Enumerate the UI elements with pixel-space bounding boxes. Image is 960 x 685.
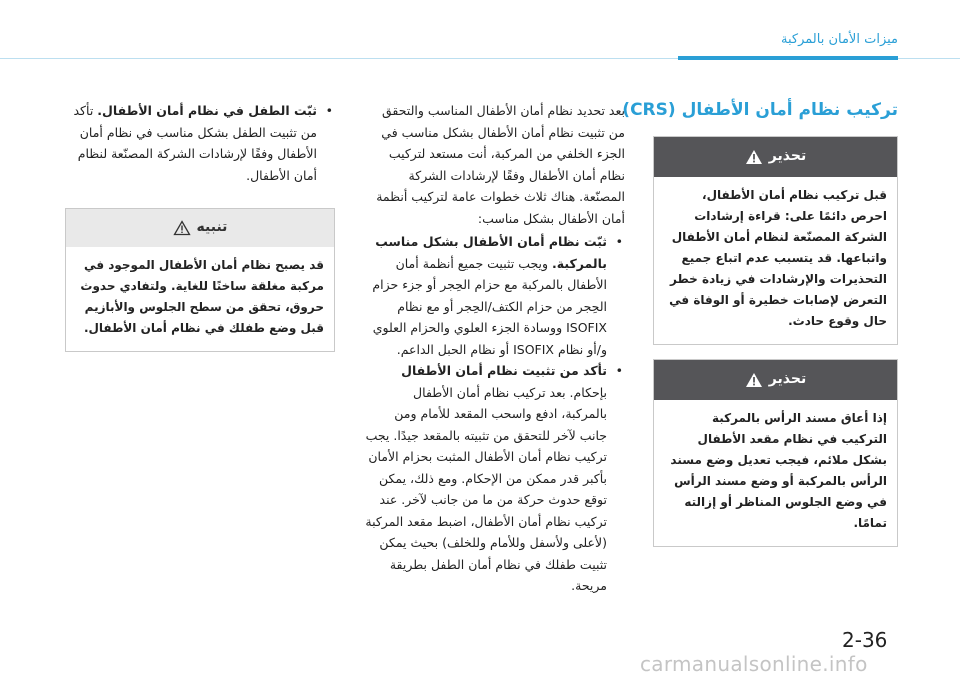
caution-text: قد يصبح نظام أمان الأطفال الموجود في مركبة مغلقة ساخنًا للغاية. ولتفادي حدوث حروق، تحقق من سطح الجلوس والأبازيم قبل وضع طفلك في نظام أمان الأطفال. xyxy=(80,258,324,335)
header-accent-bar xyxy=(678,56,898,60)
bullet-secure-child xyxy=(65,100,335,186)
page-header xyxy=(0,0,960,64)
left-column xyxy=(65,100,335,352)
bullet-lead: ثبّت الطفل في نظام أمان الأطفال. xyxy=(97,103,317,118)
caution-header xyxy=(66,209,334,247)
bullet-text: بإحكام. بعد تركيب نظام أمان الأطفال بالمركبة، ادفع واسحب المقعد للأمام ومن جانب لآخر للتحقق من تثبيته بالمقعد جيدًا. يجب تركيب نظام أمان الأطفال المثبت بحزام الأمان بأكبر قدر ممكن من الإحكام. ومع ذلك، يمكن توقع حدوث حركة من ما من جانب لآخر. عند تركيب نظام أمان الأطفال، اضبط مقعد المركبة (لأعلى ولأسفل وللأمام وللخلف) بحيث يمكن تثبيت طفلك في نظام أمان الطفل بطريقة مريحة. xyxy=(365,384,607,593)
warning-triangle-icon xyxy=(745,149,763,165)
caution-label: تنبيه xyxy=(196,219,228,236)
warning-text: إذا أعاق مسند الرأس بالمركبة التركيب في نظام مقعد الأطفال بشكل ملائم، فيجب تعديل وضع مسند الرأس بالمركبة أو وضع مسند الرأس في وضع الجلوس المناظر أو إزالته تمامًا. xyxy=(670,410,887,530)
warning-header xyxy=(654,137,897,177)
section-title: تركيب نظام أمان الأطفال (CRS) xyxy=(622,100,898,120)
middle-column xyxy=(365,100,625,597)
warning-triangle-icon xyxy=(745,372,763,388)
bullet-lead: ثبّت نظام أمان الأطفال بشكل مناسب بالمركبة. xyxy=(375,234,607,271)
warning-label: تحذير xyxy=(768,147,807,164)
bullet-verify xyxy=(365,360,625,597)
page-number: 2-36 xyxy=(842,628,888,652)
bullet-install xyxy=(365,231,625,360)
caution-triangle-icon xyxy=(173,220,191,236)
caution-box xyxy=(65,208,335,352)
warning-header xyxy=(654,360,897,400)
watermark: carmanualsonline.info xyxy=(640,652,868,676)
warning-box-2 xyxy=(653,359,898,547)
warning-box-1 xyxy=(653,136,898,345)
bullet-lead: تأكد من تثبيت نظام أمان الأطفال xyxy=(401,363,607,378)
right-column xyxy=(622,100,898,547)
bullet-text: ويجب تثبيت جميع أنظمة أمان الأطفال بالمركبة مع حزام الحِجر أو جزء حزام الحِجر من حزام الكتف/الحِجر أو مع نظام ISOFIX ووسادة الجزء العلوي والحزام العلوي و/أو نظام ISOFIX أو نظام الحبل الداعم. xyxy=(372,255,607,357)
intro-paragraph: بعد تحديد نظام أمان الأطفال المناسب والتحقق من تثبيت نظام أمان الأطفال بشكل مناسب في الجزء الخلفي من المركبة، أنت مستعد لتركيب نظام أمان الأطفال وفقًا لإرشادات الشركة المصنّعة. هناك ثلاث خطوات عامة لتركيب أنظمة أمان الأطفال بشكل مناسب: xyxy=(376,103,625,226)
warning-text: قبل تركيب نظام أمان الأطفال، احرص دائمًا على: قراءة إرشادات الشركة المصنّعة لنظام أمان الأطفال واتباعها. قد يتسبب عدم اتباع جميع التحذيرات والإرشادات في زيادة خطر التعرض لإصابات خطيرة أو الوفاة في حال وقوع حادث. xyxy=(669,187,887,328)
warning-label: تحذير xyxy=(768,370,807,387)
header-title: ميزات الأمان بالمركبة xyxy=(781,32,898,47)
bullet-text: تأكد من تثبيت الطفل بشكل مناسب في نظام أمان الأطفال وفقًا لإرشادات الشركة المصنّعة لنظام أمان الأطفال. xyxy=(73,103,317,183)
